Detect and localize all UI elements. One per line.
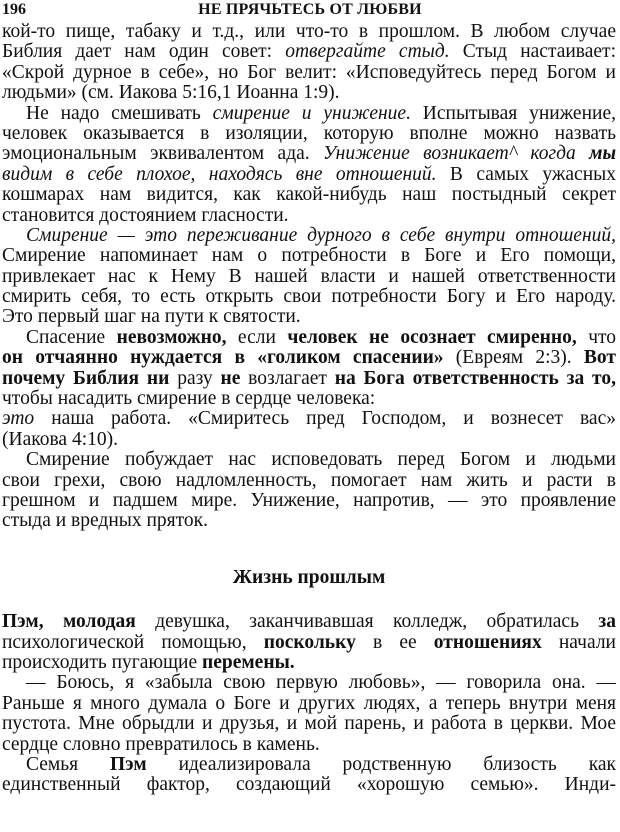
text-line: свои грехи, свою надломленность, помогает нам жить и расти в <box>2 470 616 491</box>
text-line: смирить себя, то есть открыть свои потребности Богу и Его народу. <box>2 287 616 308</box>
text-line: почему Библия ни разу не возлагает на Бога ответственность за то, <box>2 368 616 389</box>
text-line: пустота. Мне обрыдли и друзья, и мой парень, и работа в церкви. Мое <box>2 714 616 735</box>
text-line: Смирение — это переживание дурного в себе внутри отношений, <box>26 225 616 246</box>
text-line: видим в себе плохое, находясь вне отношений. В самых ужасных <box>2 164 616 185</box>
text-line: Не надо смешивать смирение и унижение. Испытывая унижение, <box>26 103 616 124</box>
text-line: становится достоянием гласности. <box>2 205 289 226</box>
text-line: Раньше я много думала о Боге и других людях, а теперь внутри меня <box>2 693 616 714</box>
text-line: кошмарах нам видится, как какой-нибудь наш постыдный секрет <box>2 185 616 206</box>
text-line: привлекает нас к Нему В нашей власти и нашей ответственности <box>2 266 616 287</box>
text-line: кой-то пище, табаку и т.д., или что-то в прошлом. В любом случае <box>2 22 616 42</box>
page-header <box>2 0 618 22</box>
text-line: людьми» (см. Иакова 5:16,1 Иоанна 1:9). <box>2 83 340 104</box>
running-title: НЕ ПРЯЧЬТЕСЬ ОТ ЛЮБВИ <box>198 1 422 18</box>
text-line: чтобы насадить смирение в сердце человека: <box>2 389 376 410</box>
text-line: эмоциональным эквивалентом ада. Унижение возникает^ когда мы <box>2 144 616 165</box>
text-line: Спасение невозможно, если человек не осознает смиренно, что <box>26 327 616 348</box>
text-line: «Скрой дурное в себе», но Бог велит: «Исповедуйтесь перед Богом и <box>2 62 616 83</box>
text-line: грешном и падшем мире. Унижение, напротив, — это проявление <box>2 490 616 511</box>
text-line: он отчаянно нуждается в «голиком спасении» (Евреям 2:3). Вот <box>2 348 616 369</box>
text-line: Это первый шаг на пути к святости. <box>2 307 301 328</box>
text-line: Смирение побуждает нас исповедовать перед Богом и людьми <box>26 450 616 471</box>
text-line: Пэм, молодая девушка, заканчивавшая колледж, обратилась за <box>2 612 616 633</box>
text-line: человек оказывается в изоляции, которую вполне можно назвать <box>2 123 616 144</box>
text-line: Библия дает нам один совет: отвергайте стыд. Стыд настаивает: <box>2 42 616 63</box>
text-line: стыда и вредных пряток. <box>2 511 208 532</box>
text-line: происходить пугающие перемены. <box>2 652 295 673</box>
text-line: — Боюсь, я «забыла свою первую любовь», — говорила она. — <box>26 673 616 694</box>
body-text <box>2 22 616 796</box>
text-line: (Иакова 4:10). <box>2 429 118 450</box>
text-line: сердце словно превратилось в камень. <box>2 734 320 755</box>
text-line: психологической помощью, поскольку в ее отношениях начали <box>2 632 616 653</box>
text-line: это наша работа. «Смиритесь пред Господом, и вознесет вас» <box>2 409 616 430</box>
page-number: 196 <box>2 1 26 18</box>
text-line: Семья Пэм идеализировала родственную близость как <box>26 754 616 775</box>
section-heading: Жизнь прошлым <box>232 566 386 588</box>
text-line: единственный фактор, создающий «хорошую семью». Инди- <box>2 775 616 796</box>
text-line: Смирение напоминает нам о потребности в Боге и Его помощи, <box>2 246 616 267</box>
